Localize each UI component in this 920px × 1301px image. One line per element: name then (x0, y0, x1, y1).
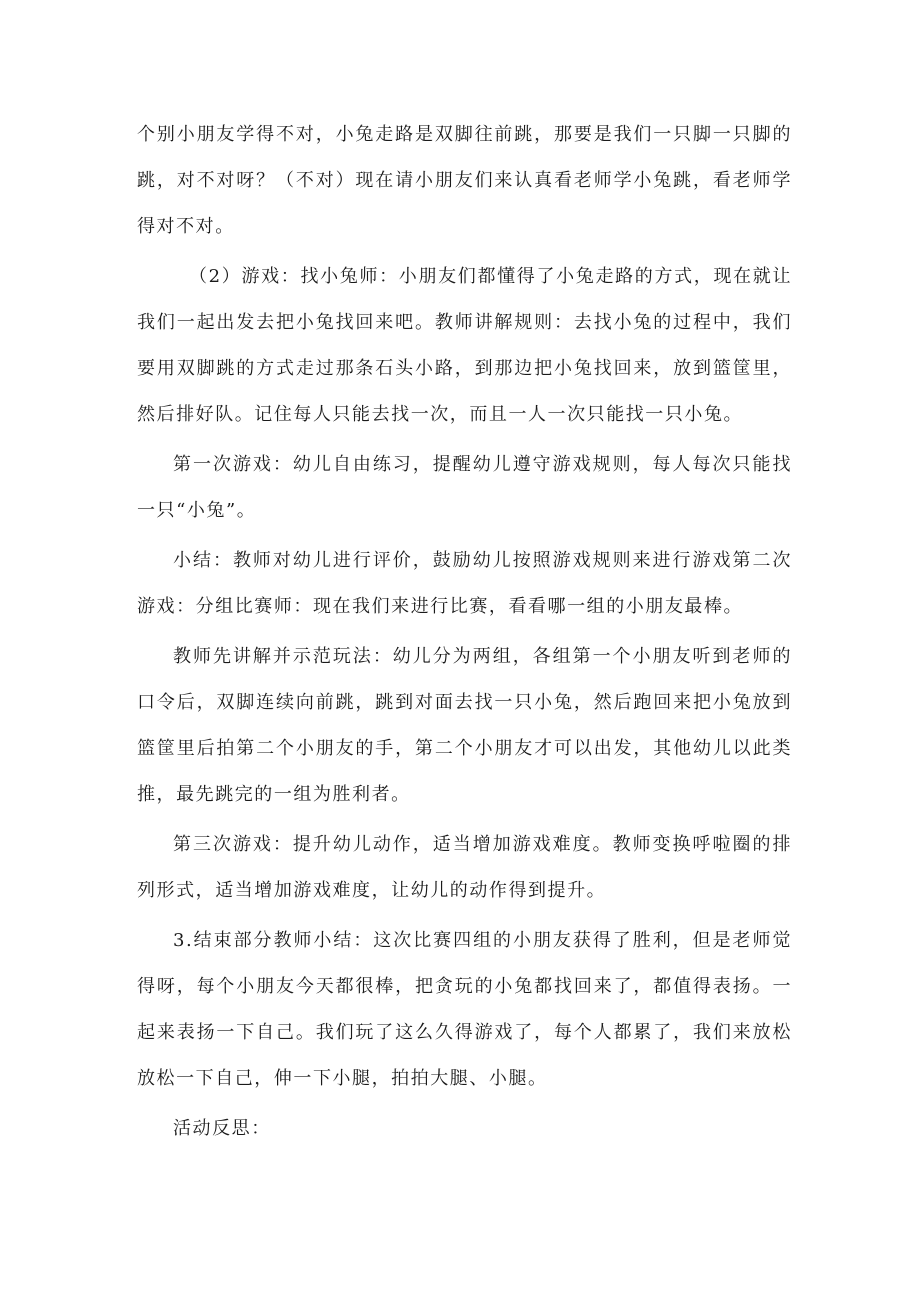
paragraph-1: 个别小朋友学得不对，小兔走路是双脚往前跳，那要是我们一只脚一只脚的跳，对不对呀？（不对）现在请小朋友们来认真看老师学小兔跳，看老师学得对不对。 (137, 124, 792, 237)
paragraph-5: 教师先讲解并示范玩法：幼儿分为两组，各组第一个小朋友听到老师的口令后，双脚连续向前跳，跳到对面去找一只小兔，然后跑回来把小兔放到篮筐里后拍第二个小朋友的手，第二个小朋友才可以出发，其他幼儿以此类推，最先跳完的一组为胜利者。 (137, 646, 792, 805)
paragraph-2: （2）游戏：找小兔师：小朋友们都懂得了小兔走路的方式，现在就让我们一起出发去把小兔找回来吧。教师讲解规则：去找小兔的过程中，我们要用双脚跳的方式走过那条石头小路，到那边把小兔找回来，放到篮筐里，然后排好队。记住每人只能去找一次，而且一人一次只能找一只小兔。 (137, 266, 792, 425)
paragraph-6: 第三次游戏：提升幼儿动作，适当增加游戏难度。教师变换呼啦圈的排列形式，适当增加游戏难度，让幼儿的动作得到提升。 (137, 834, 792, 901)
paragraph-3: 第一次游戏：幼儿自由练习，提醒幼儿遵守游戏规则，每人每次只能找一只“小兔”。 (137, 454, 792, 521)
paragraph-8: 活动反思： (173, 1118, 271, 1139)
paragraph-7: 3.结束部分教师小结：这次比赛四组的小朋友获得了胜利，但是老师觉得呀，每个小朋友今天都很棒，把贪玩的小兔都找回来了，都值得表扬。一起来表扬一下自己。我们玩了这么久得游戏了，每个人都累了，我们来放松放松一下自己，伸一下小腿，拍拍大腿、小腿。 (137, 930, 792, 1089)
document-body (137, 112, 792, 1152)
paragraph-4: 小结：教师对幼儿进行评价，鼓励幼儿按照游戏规则来进行游戏第二次游戏：分组比赛师：现在我们来进行比赛，看看哪一组的小朋友最棒。 (137, 550, 792, 617)
